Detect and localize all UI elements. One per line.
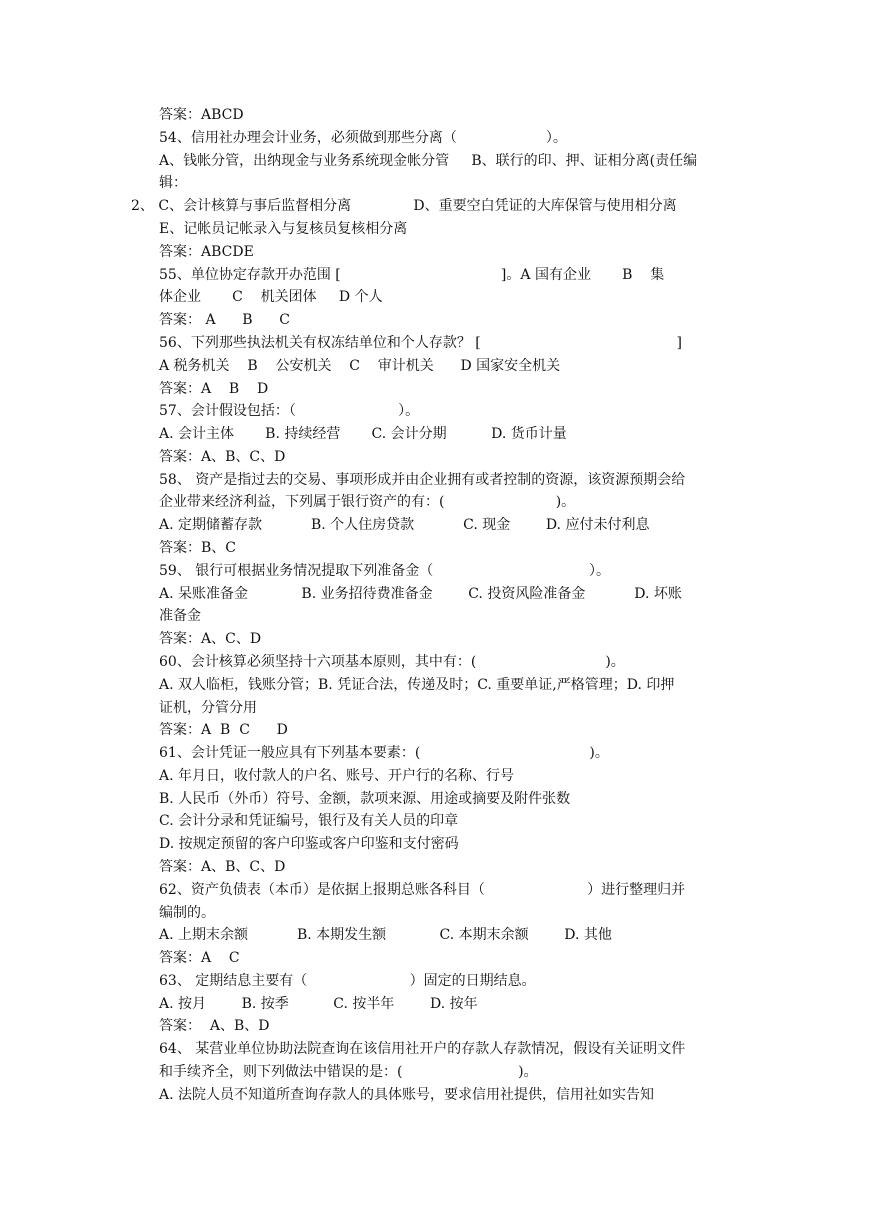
text-line: 58、 资产是指过去的交易、事项形成并由企业拥有或者控制的资源，该资源预期会给 — [159, 472, 686, 488]
text-line: 和手续齐全，则下列做法中错误的是：( )。 — [159, 1064, 538, 1080]
text-line: 56、下列那些执法机关有权冻结单位和个人存款？ [ ] — [159, 335, 682, 351]
text-line: A 税务机关 B 公安机关 C 审计机关 D 国家安全机关 — [159, 358, 561, 374]
text-line: 57、会计假设包括：（ ）。 — [159, 403, 420, 419]
text-line: 63、 定期结息主要有（ ）固定的日期结息。 — [159, 973, 536, 989]
text-line: B. 人民币（外币）符号、金额，款项来源、用途或摘要及附件张数 — [159, 791, 571, 807]
text-line: 证机，分管分用 — [159, 700, 257, 716]
text-line: A. 双人临柜，钱账分管；B. 凭证合法，传递及时；C. 重要单证,严格管理；D. 印押 — [159, 677, 675, 693]
text-line: 企业带来经济利益，下列属于银行资产的有：( )。 — [159, 494, 576, 510]
text-line: A. 法院人员不知道所查询存款人的具体账号，要求信用社提供，信用社如实告知 — [159, 1087, 655, 1103]
text-line: 体企业 C 机关团体 D 个人 — [159, 289, 383, 305]
text-line: 64、 某营业单位协助法院查询在该信用社开户的存款人存款情况，假设有关证明文件 — [159, 1041, 686, 1057]
text-line: A. 上期末余额 B. 本期发生额 C. 本期末余额 D. 其他 — [159, 927, 612, 943]
text-line: 辑： — [159, 175, 187, 191]
text-line: 答案：ABCD — [159, 107, 244, 123]
text-line: 2、 C、会计核算与事后监督相分离 D、重要空白凭证的大库保管与使用相分离 — [131, 198, 677, 214]
text-line: 答案：A、B、C、D — [159, 859, 286, 875]
text-line: 答案： A、B、D — [159, 1018, 270, 1034]
text-line: 61、会计凭证一般应具有下列基本要素：( )。 — [159, 745, 609, 761]
text-line: 答案：A B D — [159, 381, 269, 397]
text-line: 59、 银行可根据业务情况提取下列准备金（ ）。 — [159, 563, 611, 579]
text-line: 编制的。 — [159, 905, 215, 921]
text-line: 答案：A C — [159, 950, 240, 966]
text-line: 答案：A、B、C、D — [159, 449, 286, 465]
text-line: A. 年月日，收付款人的户名、账号、开户行的名称、行号 — [159, 768, 515, 784]
text-line: A. 呆账准备金 B. 业务招待费准备金 C. 投资风险准备金 D. 坏账 — [159, 586, 682, 602]
text-line: 62、资产负债表（本币）是依据上报期总账各科目（ ）进行整理归并 — [159, 882, 686, 898]
text-line: D. 按规定预留的客户印鉴或客户印鉴和支付密码 — [159, 836, 459, 852]
text-line: A. 按月 B. 按季 C. 按半年 D. 按年 — [159, 996, 478, 1012]
text-line: 55、单位协定存款开办范围 [ ]。A 国有企业 B 集 — [159, 267, 665, 283]
text-line: A. 会计主体 B. 持续经营 C. 会计分期 D. 货币计量 — [159, 426, 567, 442]
text-line: 答案：A、C、D — [159, 631, 262, 647]
text-line: 60、会计核算必须坚持十六项基本原则，其中有：( )。 — [159, 654, 625, 670]
text-line: E、记帐员记帐录入与复核员复核相分离 — [159, 221, 408, 237]
text-line: 答案：B、C — [159, 540, 236, 556]
text-line: 答案：A B C D — [159, 722, 288, 738]
text-line: C. 会计分录和凭证编号，银行及有关人员的印章 — [159, 813, 459, 829]
text-line: 准备金 — [159, 608, 201, 624]
text-line: A. 定期储蓄存款 B. 个人住房贷款 C. 现金 D. 应付未付利息 — [159, 517, 650, 533]
text-line: 答案：ABCDE — [159, 244, 254, 260]
text-line: A、钱帐分管，出纳现金与业务系统现金帐分管 B、联行的印、押、证相分离(责任编 — [159, 153, 698, 169]
text-line: 54、信用社办理会计业务，必须做到那些分离（ ）。 — [159, 130, 567, 146]
text-line: 答案： A B C — [159, 312, 290, 328]
